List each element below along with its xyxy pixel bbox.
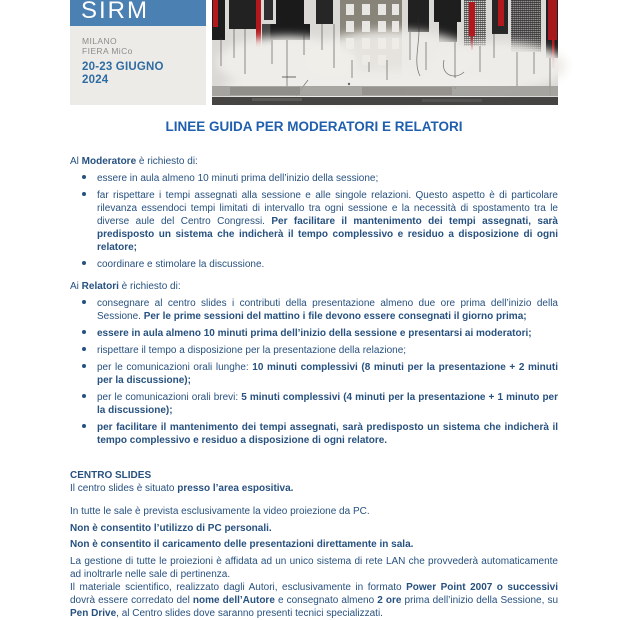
centro-slides-paragraph: Non è consentito l’utilizzo di PC personali. [70,523,272,534]
centro-slides-paragraph: Il centro slides è situato presso l’area espositiva. [70,483,294,494]
relatori-intro: Ai Relatori è richiesto di: [70,281,181,292]
page-title: LINEE GUIDA PER MODERATORI E RELATORI [165,119,463,134]
congress-venue: FIERA MiCo [82,46,133,56]
sirm-logo-text: SIRM [81,0,149,24]
bullet-item: • coordinare e stimolare la discussione. [97,254,558,271]
bullet-item: • per le comunicazioni orali brevi: 5 minuti complessivi (4 minuti per la presentazione + 1 minuto per la discussione); [97,387,558,417]
bullet-item: • rispettare il tempo a disposizione per la presentazione della relazione; [97,340,558,357]
document-content [70,0,558,620]
bullet-item: • per facilitare il mantenimento dei tempi assegnati, sarà predisposto un sistema che indicherà il tempo complessivo e residuo a disposizione di ogni relatore. [97,417,558,447]
centro-slides-heading: CENTRO SLIDES [70,470,152,481]
centro-slides-paragraph: La gestione di tutte le proiezioni è affidata ad un unico sistema di rete LAN che provvederà automaticamente ad inoltrarle nelle sale di pertinenza. [70,556,558,580]
centro-slides-paragraph: Non è consentito il caricamento delle presentazioni direttamente in sala. [70,539,414,550]
header-cityscape-artwork [212,0,558,105]
moderatore-intro: Al Moderatore è richiesto di: [70,156,198,167]
sirm-logo-band [70,0,206,26]
centro-slides-paragraph: Il materiale scientifico, realizzato dagli Autori, esclusivamente in formato Power Point 2007 o successivi dovrà essere corredato del nome dell’Autore e consegnato almeno 2 ore prima dell’inizio della Sessione, su Pen Drive, al Centro slides dove saranno presenti tecnici specializzati. [70,582,559,619]
bullet-item: • consegnare al centro slides i contributi della presentazione almeno due ore prima dell’inizio della Sessione. Per le prime sessioni del mattino i file devono essere consegnati il giorno prima; [97,293,558,323]
bullet-item: • per le comunicazioni orali lunghe: 10 minuti complessivi (8 minuti per la presentazione + 2 minuti per la discussione); [97,357,558,387]
congress-year: 2024 [82,74,109,86]
bullet-item: • far rispettare i tempi assegnati alla sessione e alle singole relazioni. Questo aspetto è di particolare rilevanza essendoci tempi limitati di intervallo tra ogni sessione e la necessità di spostamento tra le diverse aule del Centro Congressi. Per facilitare il mantenimento dei tempi assegnati, sarà predisposto un sistema che indicherà il tempo complessivo e residuo a disposizione di ogni relatore; [97,185,558,254]
congress-city: MILANO [82,36,117,46]
document-header [70,0,558,105]
relatori-bullet-list [70,293,558,447]
bullet-item: • essere in aula almeno 10 minuti prima dell’inizio della sessione; [97,168,558,185]
centro-slides-paragraph: In tutte le sale è prevista esclusivamente la video proiezione da PC. [70,506,370,517]
congress-info [70,26,206,87]
moderatore-bullet-list [70,168,558,271]
congress-brand-panel [70,0,206,105]
bullet-item: • essere in aula almeno 10 minuti prima dell’inizio della sessione e presentarsi ai moderatori; [97,323,558,340]
congress-dates: 20-23 GIUGNO [82,61,164,73]
